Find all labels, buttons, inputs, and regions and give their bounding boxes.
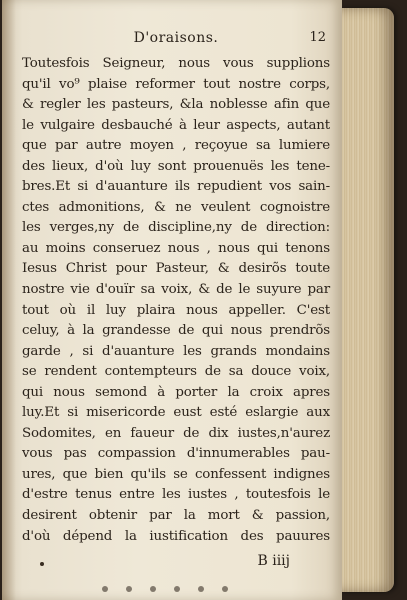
text-line: qui nous semond à porter la croix apres — [22, 384, 330, 400]
text-line: & regler les pasteurs, &la noblesse afin que — [22, 97, 330, 113]
text-line: au moins conseruez nous , nous qui tenons — [22, 240, 330, 256]
body-text — [22, 54, 330, 547]
page-fore-edge — [340, 8, 394, 592]
text-line: qu'il vo⁹ plaise reformer tout nostre corps, — [22, 76, 330, 92]
text-line: garde , si d'auanture les grands mondains — [22, 343, 330, 359]
text-line: Iesus Christ pour Pasteur, & desirõs toute — [22, 261, 330, 277]
running-head-title: D'oraisons. — [133, 30, 219, 46]
text-line: des lieux, d'où luy sont prouenuës les tene- — [22, 158, 330, 174]
book-page — [2, 0, 342, 600]
text-line: luy.Et si misericorde eust esté eslargie aux — [22, 405, 330, 421]
text-block — [22, 30, 330, 575]
text-line: bres.Et si d'auanture ils repudient vos sain- — [22, 179, 330, 195]
page-footer — [22, 553, 330, 575]
text-line: ctes admonitions, & ne veulent cognoistre — [22, 199, 330, 215]
running-head — [22, 30, 330, 52]
text-line: vous pas compassion d'innumerables pau- — [22, 446, 330, 462]
bottom-binding-marks — [102, 584, 262, 596]
text-line: celuy, à la grandesse de qui nous prendrõs — [22, 323, 330, 339]
text-line: d'estre tenus entre les iustes , toutesfois le — [22, 487, 330, 503]
text-line: Toutesfois Seigneur, nous vous supplions — [22, 56, 330, 71]
text-line: desirent obtenir par la mort & passion, — [22, 508, 330, 524]
text-line: que par autre moyen , reçoyue sa lumiere — [22, 138, 330, 154]
text-line: nostre vie d'ouïr sa voix, & de le suyure par — [22, 282, 330, 298]
signature-mark: B iiij — [257, 553, 290, 570]
text-line: d'où dépend la iustification des pauures — [22, 528, 330, 544]
text-line: les verges,ny de discipline,ny de direction: — [22, 220, 330, 236]
ink-dot-mark — [40, 562, 44, 566]
text-line: le vulgaire desbauché à leur aspects, autant — [22, 117, 330, 133]
text-line: ures, que bien qu'ils se confessent indignes — [22, 466, 330, 482]
text-line: se rendent contempteurs de sa douce voix, — [22, 364, 330, 380]
text-line: Sodomites, en faueur de dix iustes,n'aurez — [22, 425, 330, 441]
folio-number: 12 — [309, 30, 326, 45]
text-line: tout où il luy plaira nous appeller. C'est — [22, 302, 330, 318]
